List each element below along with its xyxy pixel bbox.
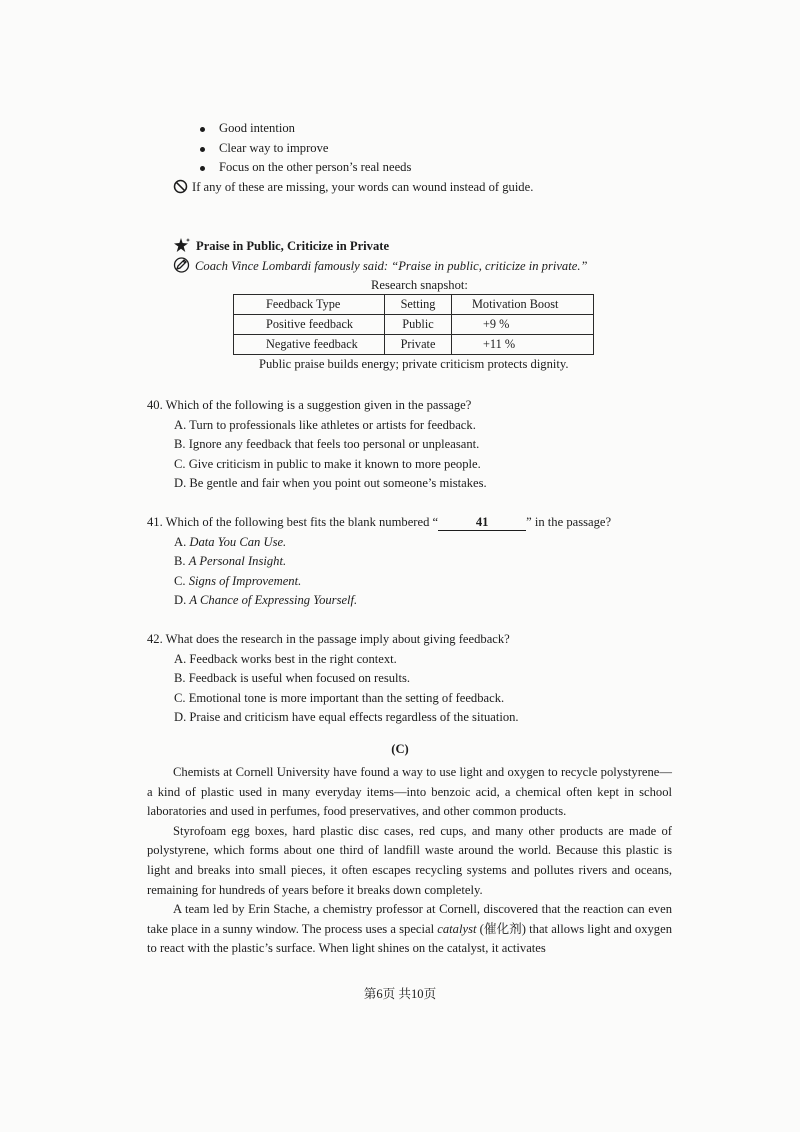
passage-c xyxy=(147,763,672,959)
table-cell: +11 % xyxy=(452,335,594,355)
warning-text: If any of these are missing, your words can wound instead of guide. xyxy=(192,180,534,194)
option-letter: A. xyxy=(174,534,187,549)
paragraph: Chemists at Cornell University have found a way to use light and oxygen to recycle polystyrene—a kind of plastic used in many everyday items—into benzoic acid, a chemical often kept in school laboratories and used in perfumes, food preservatives, and other common products. xyxy=(147,765,672,819)
question-40 xyxy=(147,396,487,494)
chinese-gloss: (催化剂) xyxy=(476,921,526,936)
option-text: Signs of Improvement. xyxy=(188,573,302,588)
paragraph-text: that allows light and oxygen to react with the plastic’s surface. When light shines on the catalyst, it activates xyxy=(147,921,672,956)
page-number: 第6页 共10页 xyxy=(363,987,437,1001)
list-item: Good intention xyxy=(200,119,411,139)
paragraph: Styrofoam egg boxes, hard plastic disc cases, red cups, and many other products are made of polystyrene, which forms about one third of landfill waste around the world. Because this plastic is light and breaks into small pieces, it often escapes recycling systems and pollutes rivers and oceans, remaining for hundreds of years before it breaks down completely. xyxy=(147,823,672,897)
answer-option: D. Be gentle and fair when you point out someone’s mistakes. xyxy=(174,476,487,491)
question-42 xyxy=(147,630,519,728)
answer-option: B. Ignore any feedback that feels too personal or unpleasant. xyxy=(174,437,480,452)
option-text: A Personal Insight. xyxy=(188,554,287,569)
answer-option: D. Praise and criticism have equal effects regardless of the situation. xyxy=(174,710,519,725)
option-letter: D. xyxy=(174,593,187,608)
answer-option: C. Give criticism in public to make it known to more people. xyxy=(174,456,481,471)
table-row xyxy=(234,315,594,335)
answer-option: C. Emotional tone is more important than the setting of feedback. xyxy=(174,690,505,705)
answer-option: A. Turn to professionals like athletes or artists for feedback. xyxy=(174,417,476,432)
table-note: Public praise builds energy; private criticism protects dignity. xyxy=(259,357,569,371)
option-text: A Chance of Expressing Yourself. xyxy=(189,593,358,608)
table-cell: Positive feedback xyxy=(234,315,385,335)
question-41 xyxy=(147,513,611,611)
table-cell: Negative feedback xyxy=(234,335,385,355)
answer-option xyxy=(147,591,611,611)
tips-list xyxy=(200,119,411,178)
stem-text: 41. Which of the following best fits the blank numbered “ xyxy=(147,515,439,529)
blank-number: 41 xyxy=(438,515,526,531)
research-table xyxy=(233,294,594,355)
paragraph-text: A team led by Erin Stache, a chemistry professor at Cornell, discovered that the reaction can even take place in a sunny window. The process uses a special xyxy=(147,902,672,936)
table-header-row xyxy=(234,295,594,315)
warning-line xyxy=(173,178,533,201)
passage-label: (C) xyxy=(391,742,409,756)
prohibited-icon xyxy=(173,179,188,201)
answer-option xyxy=(147,572,611,592)
answer-option: A. Feedback works best in the right context. xyxy=(174,651,397,666)
quote-text: Coach Vince Lombardi famously said: “Praise in public, criticize in private.” xyxy=(195,259,588,273)
answer-option xyxy=(147,552,611,572)
section-title: Praise in Public, Criticize in Private xyxy=(196,239,390,253)
answer-option xyxy=(147,533,611,553)
option-letter: B. xyxy=(174,554,186,569)
question-stem xyxy=(147,513,611,533)
list-item: Focus on the other person’s real needs xyxy=(200,158,411,178)
answer-option: B. Feedback is useful when focused on results. xyxy=(174,671,411,686)
column-header: Setting xyxy=(385,295,452,315)
option-letter: C. xyxy=(174,573,186,588)
option-text: Data You Can Use. xyxy=(189,534,287,549)
table-row xyxy=(234,335,594,355)
question-stem: 40. Which of the following is a suggestion given in the passage? xyxy=(147,398,472,412)
column-header: Motivation Boost xyxy=(452,295,594,315)
table-caption: Research snapshot: xyxy=(371,278,468,292)
column-header: Feedback Type xyxy=(234,295,385,315)
table-cell: Private xyxy=(385,335,452,355)
table-cell: Public xyxy=(385,315,452,335)
list-item: Clear way to improve xyxy=(200,139,411,159)
stem-text: ” in the passage? xyxy=(526,515,612,529)
paragraph xyxy=(147,900,672,959)
question-stem: 42. What does the research in the passage imply about giving feedback? xyxy=(147,632,510,646)
pencil-icon xyxy=(173,257,190,280)
term-catalyst: catalyst xyxy=(437,921,477,936)
table-cell: +9 % xyxy=(452,315,594,335)
